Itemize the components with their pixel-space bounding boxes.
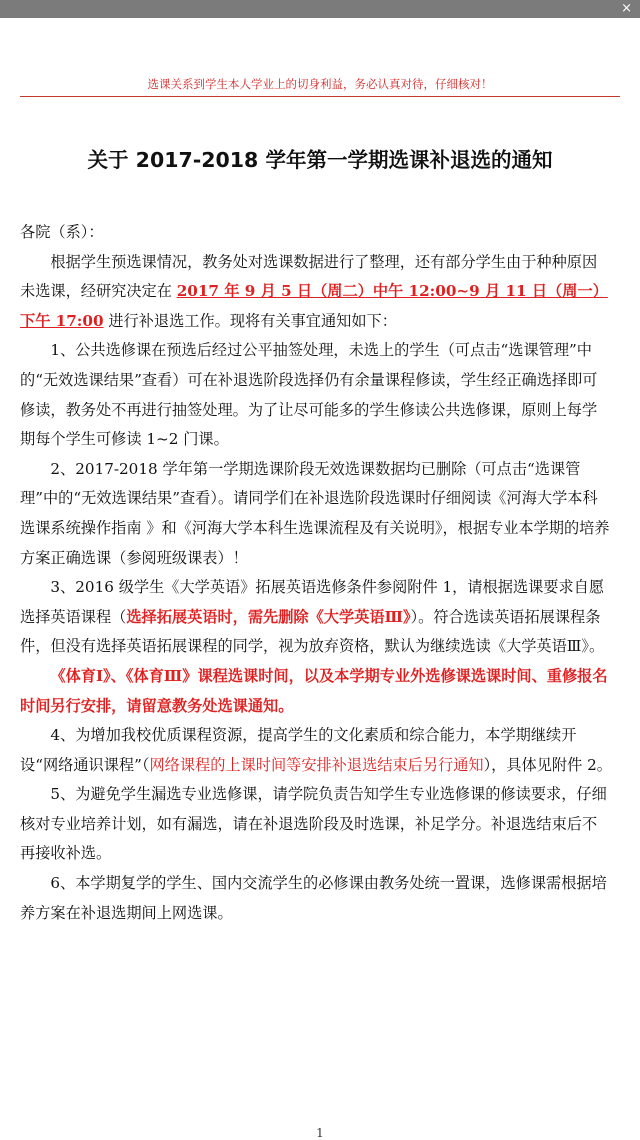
document-title: 关于 2017-2018 学年第一学期选课补退选的通知 [87,148,553,172]
item-5-paragraph: 5、为避免学生漏选专业选修课，请学院负责告知学生专业选修课的修读要求，仔细核对专业培养计划，如有漏选，请在补退选阶段及时选课，补足学分。补退选结束后不再接收补选。 [20,785,607,863]
item-3-paragraph [20,573,612,662]
item-2-paragraph: 2、2017-2018 学年第一学期选课阶段无效选课数据均已删除（可点击“选课管理”中的“无效选课结果”查看）。请同学们在补退选阶段选课时仔细阅读《河海大学本科选课系统操作指南 》和《河海大学本科生选课流程及有关说明》，根据专业本学期的培养方案正确选课（参阅班级课表）！ [20,459,610,567]
item-1-paragraph: 1、公共选修课在预选后经过公平抽签处理，未选上的学生（可点击“选课管理”中的“无效选课结果”查看）可在补退选阶段选择仍有余量课程修读，学生经正确选择即可修读，教务处不再进行抽签处理。为了让尽可能多的学生修读公共选修课，原则上每学期每个学生可修读 1~2 门课。 [20,341,598,449]
item-3-text-1: 3、2016 级学生《大学英语》拓展英语选修条件参阅附件 1，请根据选课要求自愿选择英语课程（ [20,578,605,626]
item-4-paragraph [20,721,612,780]
item-3-warning: 选择拓展英语时，需先删除《大学英语Ⅲ》 [126,607,411,626]
item-6-paragraph: 6、本学期复学的学生、国内交流学生的必修课由教务处统一置课，选修课需根据培养方案在补退选期间上网选课。 [20,874,607,922]
close-icon[interactable]: × [621,1,632,16]
补退选-date-range: 2017 年 9 月 5 日（周二）中午 12:00~9 月 11 日（周一）下午 17:00 [20,282,608,330]
viewer-top-bar [0,0,640,18]
document-page [0,18,640,1138]
pe-course-notice: 《体育Ⅰ》、《体育Ⅲ》课程选课时间，以及本学期专业外选修课选课时间、重修报名时间另行安排，请留意教务处选课通知。 [20,666,608,715]
item-4-text-1: 4、为增加我校优质课程资源，提高学生的文化素质和综合能力，本学期继续开设“网络通识课程”（ [20,726,577,774]
header-divider [20,96,620,97]
page-number: 1 [316,1126,324,1140]
salutation: 各院（系）： [20,223,104,241]
intro-text-1: 根据学生预选课情况，教务处对选课数据进行了整理，还有部分学生由于种种原因未选课，经研究决定在 [20,252,598,301]
item-3-text-2: ）。符合选读英语拓展课程条件，但没有选择英语拓展课程的同学，视为放弃资格，默认为继续选读《大学英语Ⅲ》。 [20,607,605,656]
intro-text-2: 进行补退选工作。现将有关事宜通知如下： [103,311,397,330]
item-4-notice: 网络课程的上课时间等安排补退选结束后另行通知 [149,755,484,774]
header-warning-note: 选课关系到学生本人学业上的切身利益，务必认真对待，仔细核对！ [147,77,493,91]
document-body [20,218,612,928]
intro-paragraph [20,248,612,337]
item-4-text-2: ），具体见附件 2。 [483,755,612,774]
